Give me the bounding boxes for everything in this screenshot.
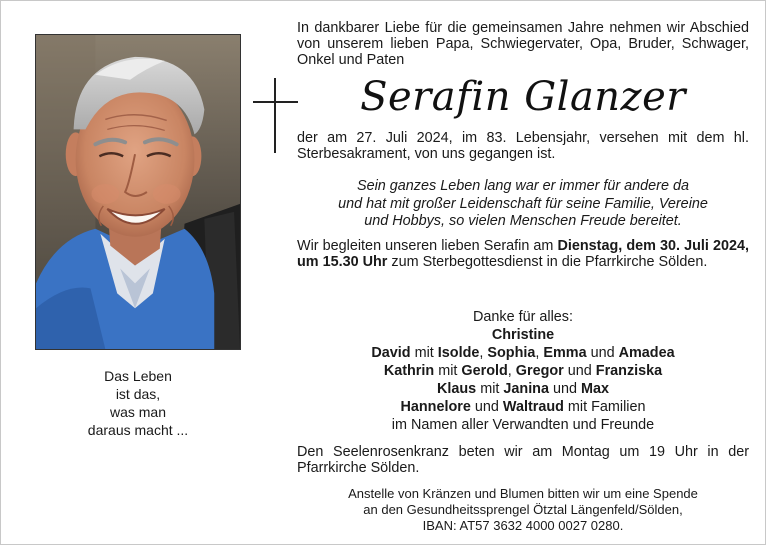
quote-line: Sein ganzes Leben lang war er immer für andere da	[357, 178, 689, 194]
donation-notice	[297, 486, 749, 534]
death-notice: der am 27. Juli 2024, im 83. Lebensjahr, versehen mit dem hl. Sterbesakrament, von uns gegangen ist.	[297, 130, 749, 162]
mourner-name: Hannelore	[400, 399, 471, 415]
motto-line: ist das,	[115, 386, 161, 402]
funeral-datetime: Dienstag, dem 30. Juli 2024, um 15.30 Uhr	[297, 238, 749, 270]
quote-line: und Hobbys, so vielen Menschen Freude bereitet.	[364, 213, 682, 229]
intro-text: In dankbarer Liebe für die gemeinsamen Jahre nehmen wir Abschied von unserem lieben Papa, Schwiegervater, Opa, Bruder, Schwager, Onkel und Paten	[297, 20, 749, 68]
rosary-notice: Den Seelenrosenkranz beten wir am Montag um 19 Uhr in der Pfarrkirche Sölden.	[297, 444, 749, 476]
deceased-name: Serafin Glanzer	[360, 74, 686, 120]
mourner-name: Klaus	[437, 381, 477, 397]
funeral-text: Wir begleiten unseren lieben Serafin am	[297, 238, 558, 254]
motto-line: Das Leben	[104, 368, 172, 384]
mourner-line: David mit Isolde, Sophia, Emma und Amadea	[371, 345, 675, 361]
mourner-name: Amadea	[618, 345, 675, 361]
donation-iban: IBAN: AT57 3632 4000 0027 0280.	[422, 518, 624, 533]
mourner-line: im Namen aller Verwandten und Freunde	[391, 417, 655, 433]
mourner-name: Kathrin	[383, 363, 435, 379]
mourner-name: Janina	[503, 381, 549, 397]
mourner-name: Gerold	[461, 363, 508, 379]
motto-line: was man	[109, 404, 167, 420]
mourner-line: Hannelore und Waltraud mit Familien	[400, 399, 646, 415]
mourner-name: Isolde	[437, 345, 480, 361]
mourner-name: David	[371, 345, 411, 361]
donation-line: Anstelle von Kränzen und Blumen bitten wir um eine Spende	[348, 486, 698, 501]
portrait-photo	[35, 34, 241, 350]
motto-line: daraus macht ...	[87, 422, 189, 438]
mourner-name: Franziska	[595, 363, 663, 379]
funeral-text: zum Sterbegottesdienst in die Pfarrkirche Sölden.	[387, 254, 708, 270]
funeral-notice	[297, 238, 749, 270]
mourner-name: Waltraud	[502, 399, 564, 415]
cross-icon	[253, 78, 298, 153]
mourner-name: Emma	[543, 345, 587, 361]
mourner-name: Max	[581, 381, 609, 397]
quote-line: und hat mit großer Leidenschaft für seine Familie, Vereine	[338, 195, 708, 212]
mourner-name: Gregor	[515, 363, 564, 379]
portrait-image	[36, 35, 240, 349]
motto	[35, 367, 241, 439]
thanks-heading: Danke für alles:	[473, 309, 573, 325]
mourner-name: Sophia	[487, 345, 536, 361]
mourner-line: Kathrin mit Gerold, Gregor und Franziska	[383, 363, 663, 379]
thanks-section	[297, 308, 749, 434]
tribute-quote	[297, 178, 749, 231]
donation-line: an den Gesundheitssprengel Ötztal Längenfeld/Sölden,	[363, 502, 683, 517]
mourner-line: Klaus mit Janina und Max	[437, 381, 609, 397]
mourner-name: Christine	[491, 327, 555, 343]
